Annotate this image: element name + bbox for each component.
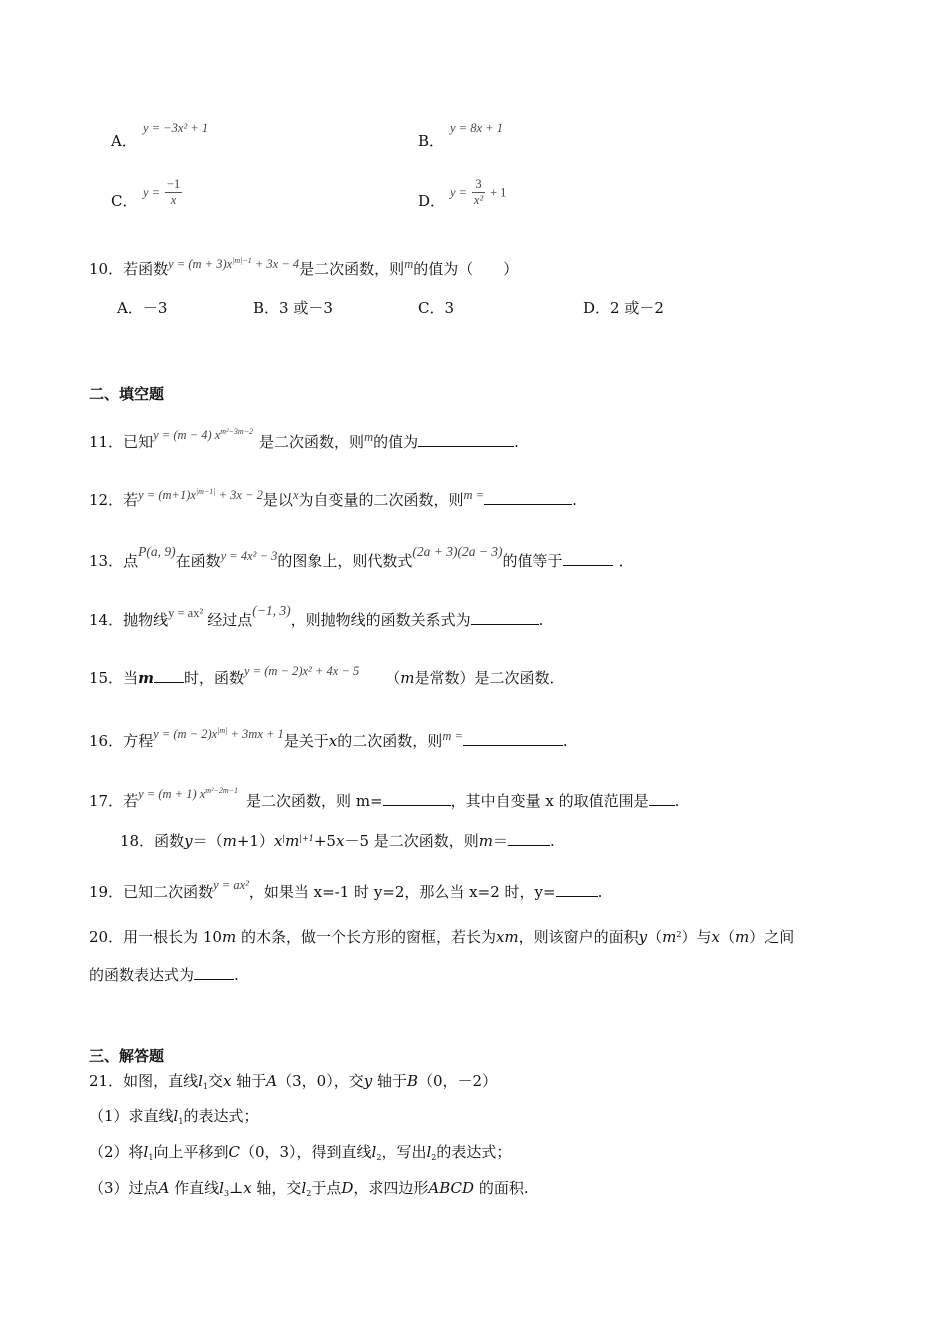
option-c-label: C． [111, 192, 138, 210]
option-b-label: B． [418, 132, 445, 150]
section-3-title: 三、解答题 [89, 1047, 165, 1065]
question-21-part-1: （1）求直线$l_1$的表达式； [89, 1107, 259, 1126]
q12-blank[interactable] [484, 490, 572, 505]
option-a-formula: y = −3x² + 1 [143, 121, 209, 135]
q10-suffix: 的值为（ ） [413, 260, 519, 278]
question-11: 11．已知$^{y = (m - 4) x^{m^2-3m-2}}$是二次函数，则$^m$的值为 . [89, 427, 519, 451]
q10-option-b: B．3 或－3 [253, 299, 333, 317]
q11-formula: y = (m − 4) xm²−3m−2 [153, 427, 254, 442]
q10-formula: y = (m + 3)x|m|−1 + 3x − 4 [168, 256, 300, 271]
question-20-line-1: 20．用一根长为 10m 的木条，做一个长方形的窗框，若长为xm，则该窗户的面积$y(m^2)$与x（m）之间 [89, 928, 795, 946]
q13-point: P(a, 9) [138, 544, 176, 559]
option-d-denominator: x² [473, 193, 484, 207]
question-18: 18．函数$y=(m+1)x^|m^{|+1}+5x-5$ 是二次函数，则m＝ . [120, 832, 555, 850]
question-12: 12．若$^{y = (m+1)x^{|m-1|} + 3x - 2}$是以$^x$为自变量的二次函数，则$^{m =}$ . [89, 487, 577, 509]
q16-formula: y = (m − 2)x|m| + 3mx + 1 [153, 726, 284, 741]
question-20-line-2: 的函数表达式为 . [89, 966, 239, 984]
q18-blank[interactable] [508, 831, 550, 846]
question-21: 21．如图，直线$l_1$交x 轴于A（3，0），交y 轴于B（0，－2） [89, 1072, 498, 1091]
option-d-fraction [472, 177, 485, 208]
q15-formula: y = (m − 2)x² + 4x − 5 [243, 664, 360, 678]
q10-option-c: C．3 [418, 299, 455, 317]
question-21-part-3: （3）过点A 作直线$l_3\perp x$ 轴，交$l_2$于点D，求四边形ABCD 的面积. [89, 1179, 529, 1198]
q17-blank-2[interactable] [649, 791, 675, 806]
option-d-numerator: 3 [472, 177, 485, 193]
option-a-label: A． [111, 132, 137, 150]
q15-blank[interactable] [154, 668, 184, 683]
section-2-title: 二、填空题 [89, 385, 165, 403]
q13-blank[interactable] [563, 551, 613, 566]
question-10 [89, 251, 518, 279]
q19-formula: y = ax² [213, 878, 249, 892]
question-14: 14．抛物线$^{y = ax^2}$ 经过点(−1, 3)，则抛物线的函数关系式为 . [89, 603, 544, 629]
q12-formula: y = (m+1)x|m−1| + 3x − 2 [138, 487, 263, 502]
q14-formula: y = ax² [168, 606, 204, 620]
question-19: 19．已知二次函数$^{y = ax^2}$，如果当 x=-1 时 y=2，那么当 x=2 时，y= . [89, 878, 603, 901]
option-d-formula [450, 177, 506, 208]
option-b-formula: y = 8x + 1 [450, 121, 503, 135]
question-13: 13．点P(a, 9)在函数$^{y = 4x^2 - 3}$的图象上，则代数式(2a + 3)(2a − 3)的值等于 ． [89, 544, 634, 570]
q10-var: m [404, 257, 414, 271]
option-d-lhs: y = [450, 185, 468, 200]
option-c-numerator: −1 [166, 177, 181, 191]
q17-formula: y = (m + 1) xm²−2m−1 [138, 786, 239, 801]
q19-blank[interactable] [556, 882, 598, 897]
option-c-denominator: x [170, 193, 177, 207]
option-c-formula [143, 177, 182, 208]
option-d-label: D． [418, 192, 446, 210]
q11-blank[interactable] [418, 432, 514, 447]
q10-mid: 是二次函数，则 [299, 260, 405, 278]
q16-blank[interactable] [463, 731, 563, 746]
q14-blank[interactable] [471, 610, 539, 625]
question-17: 17．若$^{y = (m + 1) x^{m^2-2m-1}}$是二次函数，则 m= ，其中自变量 x 的取值范围是 . [89, 786, 680, 810]
q13-formula: y = 4x² − 3 [220, 549, 278, 563]
q17-blank-1[interactable] [383, 791, 451, 806]
q20-blank[interactable] [194, 965, 234, 980]
q14-point: (−1, 3) [252, 603, 291, 618]
q10-option-a: A．－3 [117, 299, 168, 317]
question-21-part-2: （2）将$l_1$向上平移到C（0，3），得到直线$l_2$，写出$l_2$的表达式； [89, 1143, 512, 1162]
q10-option-d: D．2 或－2 [583, 299, 664, 317]
question-15: 15．当m 时，函数$^{y = (m - 2)x^2 + 4x - 5}$ （m是常数）是二次函数． [89, 664, 565, 687]
q13-expression: (2a + 3)(2a − 3) [412, 544, 503, 559]
q10-prefix: 10．若函数 [89, 260, 169, 278]
question-16: 16．方程$^{y = (m - 2)x^{|m|} + 3mx + 1}$是关于x的二次函数，则$^{m =}$ . [89, 726, 568, 750]
option-d-tail: + 1 [489, 185, 507, 200]
option-c-fraction [165, 177, 182, 208]
option-c-lhs: y = [143, 185, 161, 200]
